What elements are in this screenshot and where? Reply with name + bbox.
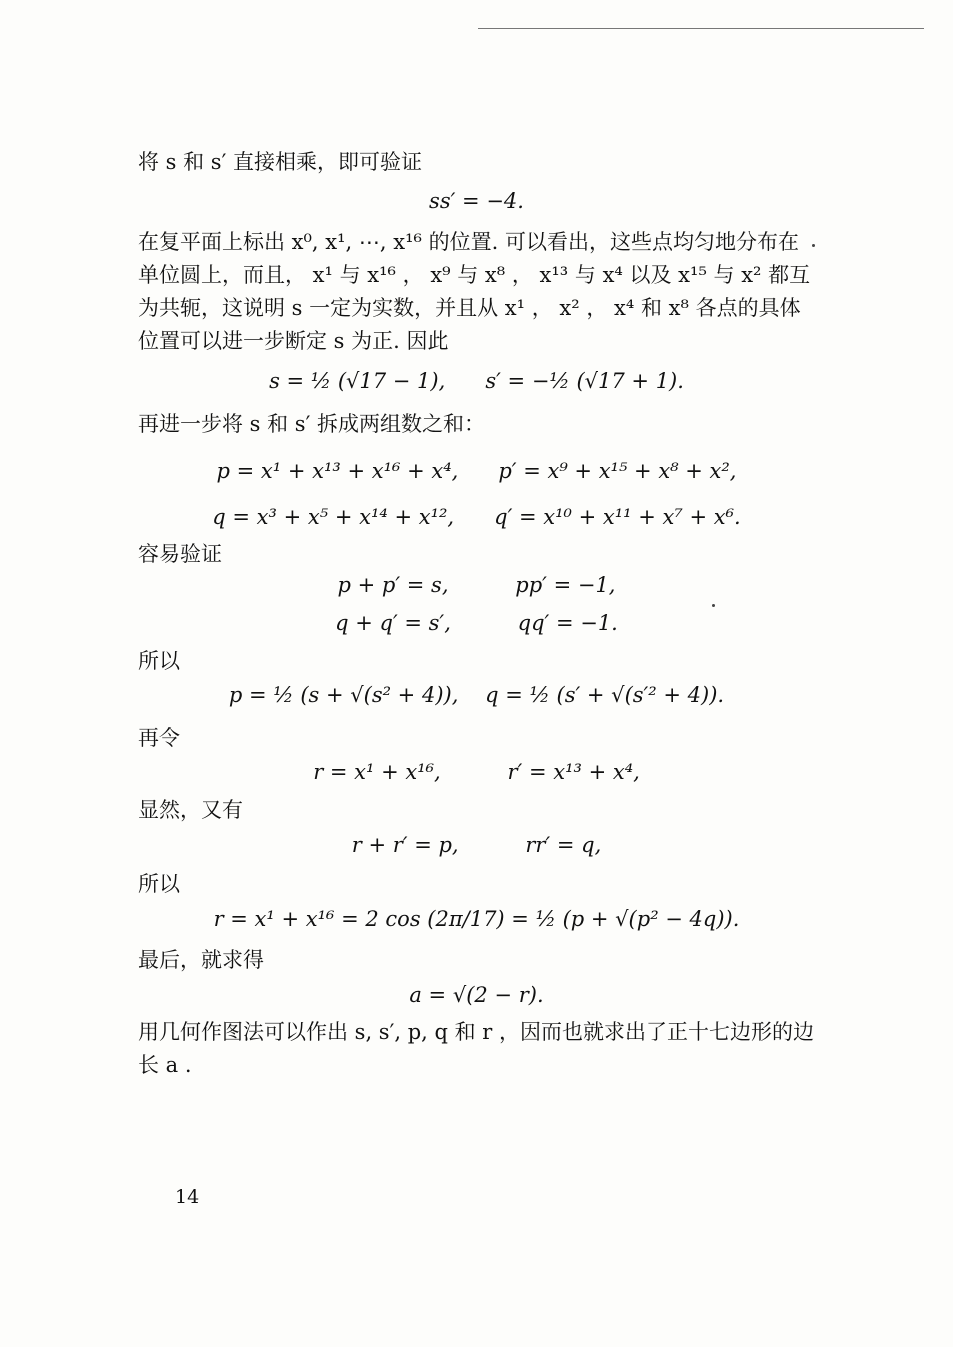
equation-side-length: a = √(2 − r). bbox=[409, 983, 544, 1007]
paragraph-2: 在复平面上标出 x⁰, x¹, ⋯, x¹⁶ 的位置. 可以看出，这些点均匀地分布在单位圆上，而且， x¹ 与 x¹⁶ ， x⁹ 与 x⁸ ， x¹³ 与 x⁴ 以及 x¹⁵ 与 x² 都互为共轭，这说明 s 一定为实数，并且从 x¹ ， x² ， x⁴ 和 x⁸ 各点的具体位置可以进一步断定 s 为正. 因此 bbox=[138, 230, 811, 353]
paragraph-6: 再令 bbox=[138, 726, 180, 750]
equation-r-solution: r = x¹ + x¹⁶ = 2 cos (2π/17) = ½ (p + √(p² − 4q)). bbox=[213, 907, 740, 931]
equation-s-values: s = ½ (√17 − 1), s′ = −½ (√17 + 1). bbox=[269, 369, 684, 393]
equation-p-relations: p + p′ = s, pp′ = −1, bbox=[337, 573, 616, 597]
equation-p-q-solutions: p = ½ (s + √(s² + 4)), q = ½ (s′ + √(s′² + 4)). bbox=[228, 683, 725, 707]
equation-r-definitions: r = x¹ + x¹⁶, r′ = x¹³ + x⁴, bbox=[313, 760, 640, 784]
equation-p-definitions: p = x¹ + x¹³ + x¹⁶ + x⁴, p′ = x⁹ + x¹⁵ + x⁸ + x², bbox=[216, 459, 737, 483]
paragraph-1: 将 s 和 s′ 直接相乘，即可验证 bbox=[138, 150, 423, 174]
equation-r-relations: r + r′ = p, rr′ = q, bbox=[351, 833, 602, 857]
page-number: 14 bbox=[175, 1186, 200, 1208]
paragraph-3: 再进一步将 s 和 s′ 拆成两组数之和： bbox=[138, 412, 486, 436]
scan-speck bbox=[712, 604, 715, 607]
paragraph-4: 容易验证 bbox=[138, 542, 222, 566]
paragraph-7: 显然，又有 bbox=[138, 798, 243, 822]
equation-q-relations: q + q′ = s′, qq′ = −1. bbox=[335, 611, 618, 635]
equation-q-definitions: q = x³ + x⁵ + x¹⁴ + x¹², q′ = x¹⁰ + x¹¹ + x⁷ + x⁶. bbox=[212, 505, 741, 529]
paragraph-10: 用几何作图法可以作出 s, s′, p, q 和 r ，因而也就求出了正十七边形的边长 a . bbox=[138, 1020, 814, 1077]
paragraph-8: 所以 bbox=[138, 872, 180, 896]
scan-speck bbox=[812, 244, 815, 247]
header-rule bbox=[478, 28, 924, 29]
paragraph-9: 最后，就求得 bbox=[138, 948, 264, 972]
equation-ss-product: ss′ = −4. bbox=[429, 189, 524, 213]
paragraph-5: 所以 bbox=[138, 649, 180, 673]
